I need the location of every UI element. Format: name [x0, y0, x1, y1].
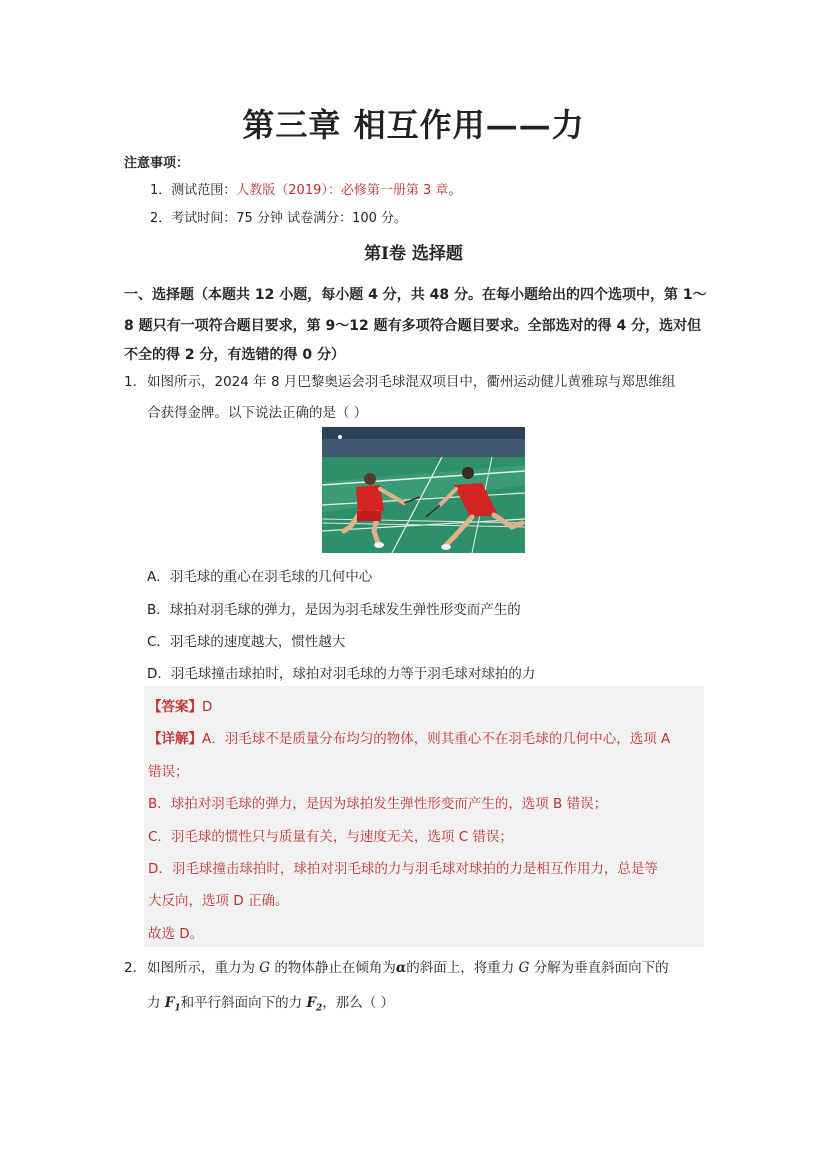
q1-detail-line-1: 【详解】A．羽毛球不是质量分布均匀的物体，则其重心不在羽毛球的几何中心，选项 A [148, 731, 671, 747]
q1-option-c: C．羽毛球的速度越大，惯性越大 [147, 634, 346, 650]
section-instructions-line-2: 8 题只有一项符合题目要求，第 9～12 题有多项符合题目要求。全部选对的得 4 分，选对但 [124, 318, 702, 334]
notice-heading: 注意事项： [124, 156, 190, 171]
q1-detail-d-line-2: 大反向，选项 D 正确。 [148, 893, 289, 909]
q1-detail-d-line-1: D．羽毛球撞击球拍时，球拍对羽毛球的力与羽毛球对球拍的力是相互作用力，总是等 [148, 861, 658, 877]
q2-stem-line-1: 如图所示，重力为 G 的物体静止在倾角为α的斜面上，将重力 G 分解为垂直斜面向下的 [147, 960, 669, 976]
q1-conclusion: 故选 D。 [148, 926, 204, 942]
q1-detail-c: C．羽毛球的惯性只与质量有关，与速度无关，选项 C 错误； [148, 829, 513, 845]
section-instructions-line-1: 一、选择题（本题共 12 小题，每小题 4 分，共 48 分。在每小题给出的四个选项中，第 1～ [124, 287, 707, 303]
notice-item-2: 2．考试时间：75 分钟 试卷满分：100 分。 [150, 211, 408, 226]
q1-option-a: A．羽毛球的重心在羽毛球的几何中心 [147, 569, 373, 585]
q1-option-b: B．球拍对羽毛球的弹力，是因为羽毛球发生弹性形变而产生的 [147, 602, 521, 618]
q1-detail-b: B．球拍对羽毛球的弹力，是因为球拍发生弹性形变而产生的，选项 B 错误； [148, 796, 608, 812]
part-title: 第Ⅰ卷 选择题 [364, 244, 463, 264]
q1-stem-line-1: 如图所示，2024 年 8 月巴黎奥运会羽毛球混双项目中，衢州运动健儿黄雅琼与郑思维组 [147, 374, 676, 390]
q2-number: 2． [124, 960, 147, 976]
section-instructions-line-3: 不全的得 2 分，有选错的得 0 分） [124, 347, 345, 363]
q1-number: 1． [124, 374, 147, 390]
q1-stem-line-2: 合获得金牌。以下说法正确的是（ ） [147, 405, 368, 421]
page-title: 第三章 相互作用——力 [242, 106, 585, 144]
q1-answer: 【答案】D [148, 699, 213, 715]
q1-option-d: D．羽毛球撞击球拍时，球拍对羽毛球的力等于羽毛球对球拍的力 [147, 666, 536, 682]
notice-item-1: 1．测试范围：人教版（2019）：必修第一册第 3 章。 [150, 183, 462, 198]
q2-stem-line-2: 力 $F_1$和平行斜面向下的力 $F_2$，那么（ ） [147, 995, 395, 1014]
badminton-photo [322, 427, 525, 553]
q1-detail-line-2: 错误； [148, 764, 189, 780]
